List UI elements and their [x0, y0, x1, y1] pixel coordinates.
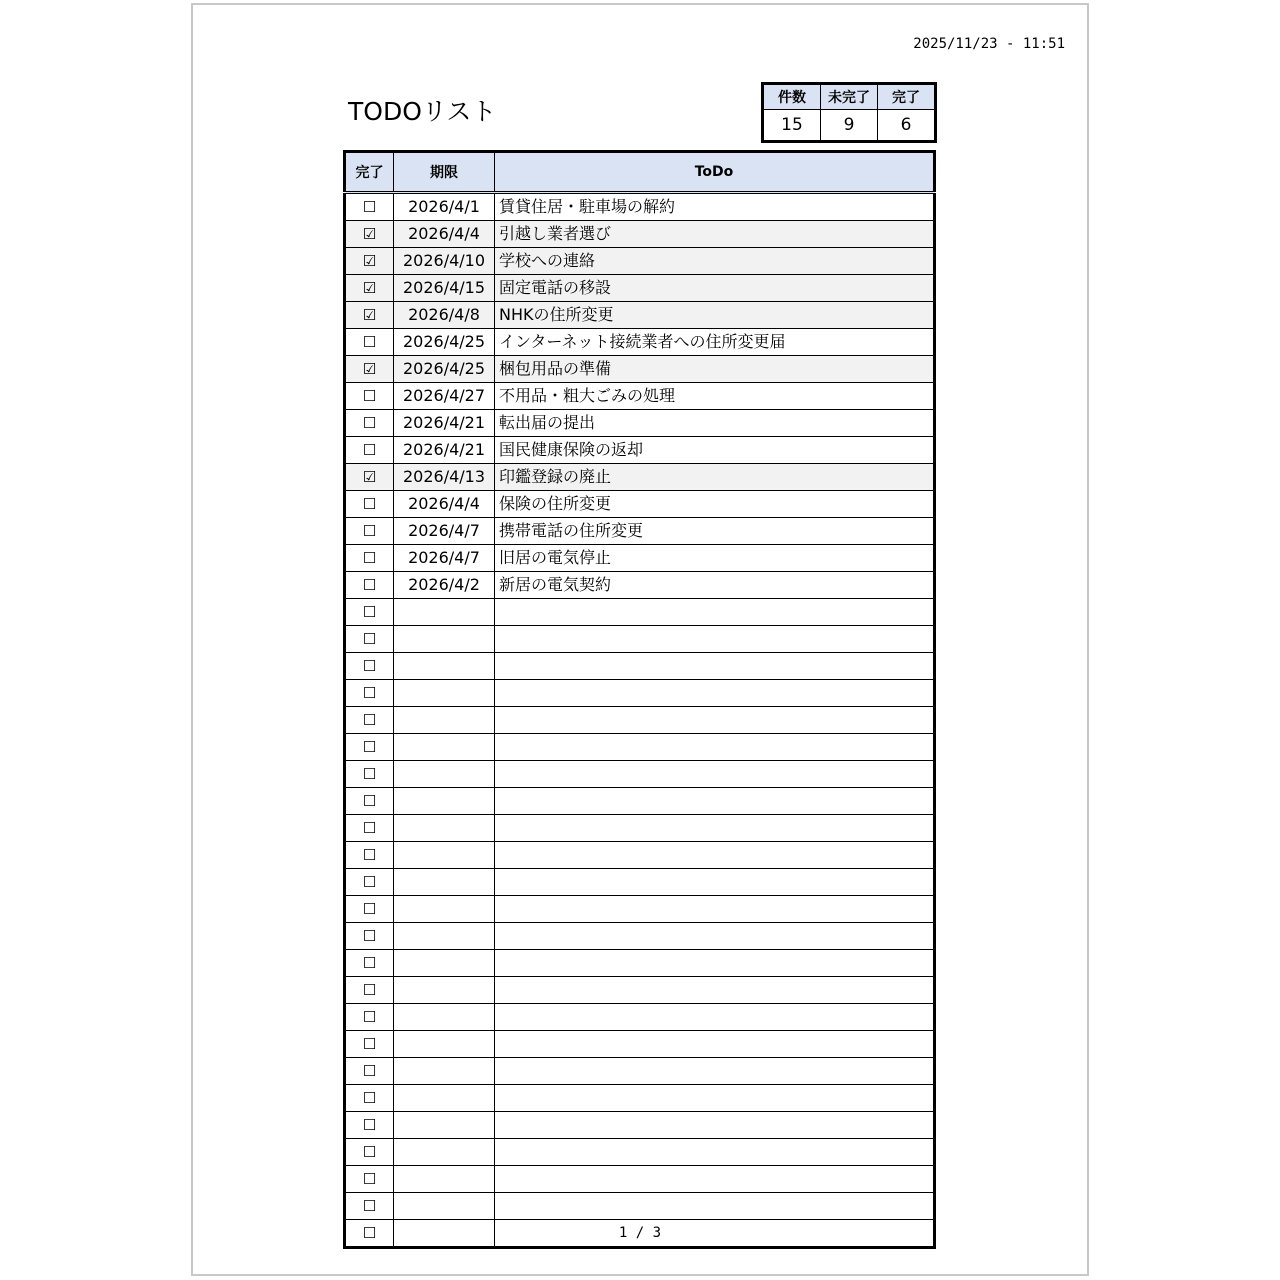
table-row [345, 815, 935, 842]
due-date-cell: 2026/4/7 [394, 545, 495, 572]
due-date-cell: 2026/4/2 [394, 572, 495, 599]
unchecked-checkbox-icon[interactable]: ☐ [345, 491, 394, 518]
table-row [345, 707, 935, 734]
table-row [345, 221, 935, 248]
todo-task-cell: 梱包用品の準備 [495, 356, 935, 383]
unchecked-checkbox-icon[interactable]: ☐ [345, 761, 394, 788]
table-row [345, 923, 935, 950]
todo-task-cell [495, 1031, 935, 1058]
due-date-cell: 2026/4/4 [394, 221, 495, 248]
unchecked-checkbox-icon[interactable]: ☐ [345, 1220, 394, 1248]
todo-task-cell [495, 707, 935, 734]
unchecked-checkbox-icon[interactable]: ☐ [345, 869, 394, 896]
table-row [345, 356, 935, 383]
due-date-cell: 2026/4/21 [394, 410, 495, 437]
todo-task-cell: 携帯電話の住所変更 [495, 518, 935, 545]
due-date-cell [394, 869, 495, 896]
todo-task-cell [495, 896, 935, 923]
due-date-cell [394, 923, 495, 950]
unchecked-checkbox-icon[interactable]: ☐ [345, 815, 394, 842]
todo-task-cell [495, 1085, 935, 1112]
todo-task-cell [495, 680, 935, 707]
due-date-cell: 2026/4/1 [394, 193, 495, 221]
todo-task-cell: NHKの住所変更 [495, 302, 935, 329]
table-row [345, 464, 935, 491]
table-row [345, 437, 935, 464]
table-row [345, 545, 935, 572]
todo-task-cell [495, 788, 935, 815]
due-date-cell: 2026/4/25 [394, 356, 495, 383]
todo-task-cell [495, 869, 935, 896]
todo-task-cell: 旧居の電気停止 [495, 545, 935, 572]
summary-complete-value: 6 [878, 110, 936, 142]
due-date-cell [394, 950, 495, 977]
todo-task-cell: 固定電話の移設 [495, 275, 935, 302]
due-date-cell: 2026/4/7 [394, 518, 495, 545]
unchecked-checkbox-icon[interactable]: ☐ [345, 977, 394, 1004]
due-date-cell [394, 1112, 495, 1139]
todo-task-cell [495, 1058, 935, 1085]
todo-table-body [345, 193, 935, 1248]
unchecked-checkbox-icon[interactable]: ☐ [345, 653, 394, 680]
todo-task-cell [495, 1166, 935, 1193]
unchecked-checkbox-icon[interactable]: ☐ [345, 1112, 394, 1139]
checked-checkbox-icon[interactable]: ☑ [345, 464, 394, 491]
table-row [345, 248, 935, 275]
due-date-cell: 2026/4/27 [394, 383, 495, 410]
due-date-cell [394, 626, 495, 653]
due-date-cell [394, 1220, 495, 1248]
due-date-cell: 2026/4/15 [394, 275, 495, 302]
due-date-cell: 2026/4/25 [394, 329, 495, 356]
summary-count-value: 15 [763, 110, 821, 142]
todo-task-cell [495, 1139, 935, 1166]
due-date-cell [394, 653, 495, 680]
table-row [345, 599, 935, 626]
summary-header-complete: 完了 [878, 84, 936, 110]
unchecked-checkbox-icon[interactable]: ☐ [345, 193, 394, 221]
unchecked-checkbox-icon[interactable]: ☐ [345, 383, 394, 410]
table-row [345, 1085, 935, 1112]
due-date-cell [394, 734, 495, 761]
page-title: TODOリスト [348, 97, 497, 126]
due-date-cell [394, 599, 495, 626]
table-row [345, 977, 935, 1004]
table-row [345, 1031, 935, 1058]
table-row [345, 626, 935, 653]
unchecked-checkbox-icon[interactable]: ☐ [345, 545, 394, 572]
todo-task-cell [495, 1112, 935, 1139]
checked-checkbox-icon[interactable]: ☑ [345, 275, 394, 302]
todo-task-cell: 保険の住所変更 [495, 491, 935, 518]
due-date-cell: 2026/4/21 [394, 437, 495, 464]
table-row [345, 734, 935, 761]
unchecked-checkbox-icon[interactable]: ☐ [345, 707, 394, 734]
unchecked-checkbox-icon[interactable]: ☐ [345, 410, 394, 437]
due-date-cell: 2026/4/4 [394, 491, 495, 518]
unchecked-checkbox-icon[interactable]: ☐ [345, 680, 394, 707]
todo-task-cell [495, 599, 935, 626]
due-date-cell [394, 707, 495, 734]
due-date-cell [394, 1004, 495, 1031]
table-row [345, 653, 935, 680]
todo-task-cell: インターネット接続業者への住所変更届 [495, 329, 935, 356]
unchecked-checkbox-icon[interactable]: ☐ [345, 518, 394, 545]
unchecked-checkbox-icon[interactable]: ☐ [345, 1085, 394, 1112]
unchecked-checkbox-icon[interactable]: ☐ [345, 572, 394, 599]
table-row [345, 1139, 935, 1166]
unchecked-checkbox-icon[interactable]: ☐ [345, 1004, 394, 1031]
checked-checkbox-icon[interactable]: ☑ [345, 302, 394, 329]
table-row [345, 491, 935, 518]
unchecked-checkbox-icon[interactable]: ☐ [345, 1193, 394, 1220]
due-date-cell: 2026/4/13 [394, 464, 495, 491]
todo-task-cell: 転出届の提出 [495, 410, 935, 437]
summary-header-count: 件数 [763, 84, 821, 110]
due-date-cell [394, 761, 495, 788]
unchecked-checkbox-icon[interactable]: ☐ [345, 950, 394, 977]
table-row [345, 518, 935, 545]
due-date-cell [394, 815, 495, 842]
checked-checkbox-icon[interactable]: ☑ [345, 248, 394, 275]
unchecked-checkbox-icon[interactable]: ☐ [345, 437, 394, 464]
table-row [345, 1112, 935, 1139]
unchecked-checkbox-icon[interactable]: ☐ [345, 329, 394, 356]
checked-checkbox-icon[interactable]: ☑ [345, 356, 394, 383]
due-date-cell [394, 1166, 495, 1193]
todo-task-cell [495, 977, 935, 1004]
table-row [345, 680, 935, 707]
unchecked-checkbox-icon[interactable]: ☐ [345, 1166, 394, 1193]
due-date-cell [394, 1085, 495, 1112]
print-timestamp: 2025/11/23 - 11:51 [913, 36, 1065, 52]
table-row [345, 761, 935, 788]
unchecked-checkbox-icon[interactable]: ☐ [345, 896, 394, 923]
todo-task-cell: 新居の電気契約 [495, 572, 935, 599]
due-date-cell [394, 977, 495, 1004]
table-row [345, 1166, 935, 1193]
todo-task-cell: 引越し業者選び [495, 221, 935, 248]
table-row [345, 302, 935, 329]
todo-task-cell: 印鑑登録の廃止 [495, 464, 935, 491]
unchecked-checkbox-icon[interactable]: ☐ [345, 734, 394, 761]
due-date-cell [394, 1193, 495, 1220]
todo-task-cell [495, 1004, 935, 1031]
table-row [345, 329, 935, 356]
due-date-cell [394, 680, 495, 707]
todo-task-cell [495, 950, 935, 977]
todo-task-cell [495, 815, 935, 842]
due-date-cell [394, 1031, 495, 1058]
todo-table [343, 150, 936, 1249]
table-row [345, 1058, 935, 1085]
table-row [345, 869, 935, 896]
table-row [345, 950, 935, 977]
todo-table-header [345, 152, 935, 193]
column-header-todo: ToDo [495, 152, 935, 193]
summary-header-incomplete: 未完了 [821, 84, 878, 110]
summary-table [761, 82, 937, 143]
column-header-done: 完了 [345, 152, 394, 193]
checked-checkbox-icon[interactable]: ☑ [345, 221, 394, 248]
due-date-cell [394, 896, 495, 923]
todo-task-cell [495, 626, 935, 653]
table-row [345, 842, 935, 869]
todo-task-cell [495, 1193, 935, 1220]
todo-task-cell [495, 653, 935, 680]
unchecked-checkbox-icon[interactable]: ☐ [345, 626, 394, 653]
todo-task-cell [495, 1220, 935, 1248]
column-header-due: 期限 [394, 152, 495, 193]
unchecked-checkbox-icon[interactable]: ☐ [345, 1058, 394, 1085]
table-row [345, 788, 935, 815]
todo-task-cell [495, 923, 935, 950]
summary-incomplete-value: 9 [821, 110, 878, 142]
table-row [345, 1004, 935, 1031]
todo-task-cell: 学校への連絡 [495, 248, 935, 275]
todo-task-cell [495, 761, 935, 788]
due-date-cell: 2026/4/8 [394, 302, 495, 329]
todo-task-cell [495, 842, 935, 869]
todo-task-cell: 国民健康保険の返却 [495, 437, 935, 464]
unchecked-checkbox-icon[interactable]: ☐ [345, 923, 394, 950]
due-date-cell [394, 1139, 495, 1166]
table-row [345, 383, 935, 410]
unchecked-checkbox-icon[interactable]: ☐ [345, 1139, 394, 1166]
unchecked-checkbox-icon[interactable]: ☐ [345, 599, 394, 626]
table-row [345, 193, 935, 221]
due-date-cell [394, 842, 495, 869]
table-row [345, 410, 935, 437]
todo-task-cell: 不用品・粗大ごみの処理 [495, 383, 935, 410]
table-row [345, 1193, 935, 1220]
table-row [345, 572, 935, 599]
todo-task-cell [495, 734, 935, 761]
unchecked-checkbox-icon[interactable]: ☐ [345, 842, 394, 869]
unchecked-checkbox-icon[interactable]: ☐ [345, 788, 394, 815]
due-date-cell: 2026/4/10 [394, 248, 495, 275]
page-number: 1 / 3 [618, 1225, 662, 1241]
due-date-cell [394, 788, 495, 815]
unchecked-checkbox-icon[interactable]: ☐ [345, 1031, 394, 1058]
table-row [345, 896, 935, 923]
table-row [345, 275, 935, 302]
due-date-cell [394, 1058, 495, 1085]
todo-task-cell: 賃貸住居・駐車場の解約 [495, 193, 935, 221]
